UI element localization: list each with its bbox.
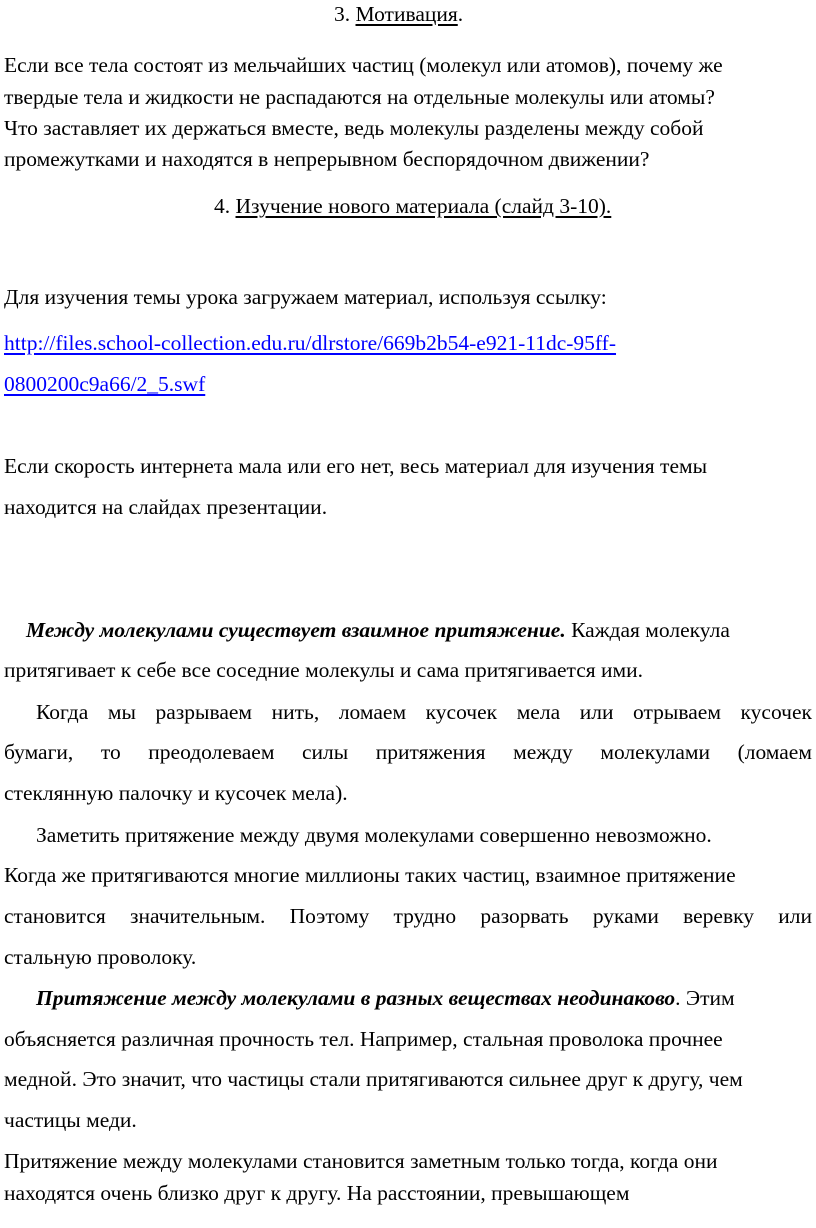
notice3-w5: разорвать (480, 904, 569, 928)
different-line-1 (36, 988, 735, 1010)
thread2-w8: (ломаем (737, 740, 812, 764)
thread-w6: кусочек (425, 700, 498, 724)
section-3-number: 3. (334, 2, 351, 26)
notice3-w8: или (778, 904, 812, 928)
notice3-w1: становится (4, 904, 106, 928)
resource-link-part-1[interactable]: http://files.school-collection.edu.ru/dlrstore/669b2b54-e921-11dc-95ff- (4, 331, 617, 355)
thread-line-3: стеклянную палочку и кусочек мела). (4, 781, 348, 805)
attraction-line-1 (26, 620, 730, 642)
different-line-3: медной. Это значит, что частицы стали притягиваются сильнее друг к другу, чем (4, 1067, 743, 1091)
thread-w3: разрываем (155, 700, 253, 724)
thread-w7: мела (516, 700, 561, 724)
section-4-title: Изучение нового материала (слайд 3-10). (235, 194, 612, 218)
resource-link-part-2[interactable]: 0800200c9a66/2_5.swf (4, 372, 206, 396)
section-4-heading (214, 196, 611, 218)
thread2-w5: притяжения (375, 740, 486, 764)
thread2-w3: преодолеваем (148, 740, 275, 764)
close-line-1: Притяжение между молекулами становится заметным только тогда, когда они (4, 1149, 718, 1173)
section-3-title: Мотивация (355, 2, 458, 26)
motivation-line-3: Что заставляет их держаться вместе, ведь молекулы разделены между собой (4, 116, 704, 140)
notice-line-4: стальную проволоку. (4, 945, 197, 969)
section-3-dot: . (457, 2, 464, 26)
notice-line-2: Когда же притягиваются многие миллионы таких частиц, взаимное притяжение (4, 863, 736, 887)
thread2-w4: силы (301, 740, 349, 764)
attraction-emphasis: Между молекулами существует взаимное притяжение. (26, 618, 566, 642)
different-emphasis: Притяжение между молекулами в разных веществах неодинаково (36, 986, 676, 1010)
different-line-4: частицы меди. (4, 1108, 137, 1132)
close-line-2: находятся очень близко друг к другу. На расстоянии, превышающем (4, 1181, 630, 1205)
thread-w4: нить, (271, 700, 320, 724)
thread2-w6: между (513, 740, 573, 764)
attraction-line-2: притягивает к себе все соседние молекулы и сама притягивается ими. (4, 658, 644, 682)
slow-internet-line-2: находится на слайдах презентации. (4, 495, 328, 519)
thread2-w1: бумаги, (4, 740, 74, 764)
thread2-w7: молекулами (600, 740, 711, 764)
thread-w1: Когда (36, 700, 89, 724)
different-line-2: объясняется различная прочность тел. Например, стальная проволока прочнее (4, 1027, 723, 1051)
slow-internet-line-1: Если скорость интернета мала или его нет, весь материал для изучения темы (4, 454, 708, 478)
resource-link-line-2[interactable] (4, 374, 205, 396)
notice-line-1: Заметить притяжение между двумя молекулами совершенно невозможно. (36, 823, 712, 847)
notice-line-3 (4, 906, 812, 928)
notice3-w7: веревку (683, 904, 754, 928)
section-4-number: 4. (214, 194, 231, 218)
motivation-line-4: промежутками и находятся в непрерывном беспорядочном движении? (4, 147, 650, 171)
section-3-heading (334, 4, 463, 26)
thread-line-2 (4, 742, 812, 764)
thread-line-1 (36, 702, 812, 724)
motivation-line-2: твердые тела и жидкости не распадаются на отдельные молекулы или атомы? (4, 85, 715, 109)
notice3-w6: руками (592, 904, 659, 928)
attraction-rest: Каждая молекула (571, 618, 730, 642)
notice3-w3: Поэтому (289, 904, 370, 928)
thread-w10: кусочек (740, 700, 812, 724)
thread-w8: или (579, 700, 614, 724)
motivation-line-1: Если все тела состоят из мельчайших частиц (молекул или атомов), почему же (4, 53, 723, 77)
thread-w9: отрываем (633, 700, 721, 724)
intro-text: Для изучения темы урока загружаем материал, используя ссылку: (4, 285, 607, 309)
resource-link-line-1[interactable] (4, 333, 616, 355)
notice3-w4: трудно (393, 904, 457, 928)
thread-w5: ломаем (338, 700, 407, 724)
thread-w2: мы (107, 700, 136, 724)
thread2-w2: то (100, 740, 121, 764)
different-rest: . Этим (675, 986, 735, 1010)
notice3-w2: значительным. (129, 904, 266, 928)
